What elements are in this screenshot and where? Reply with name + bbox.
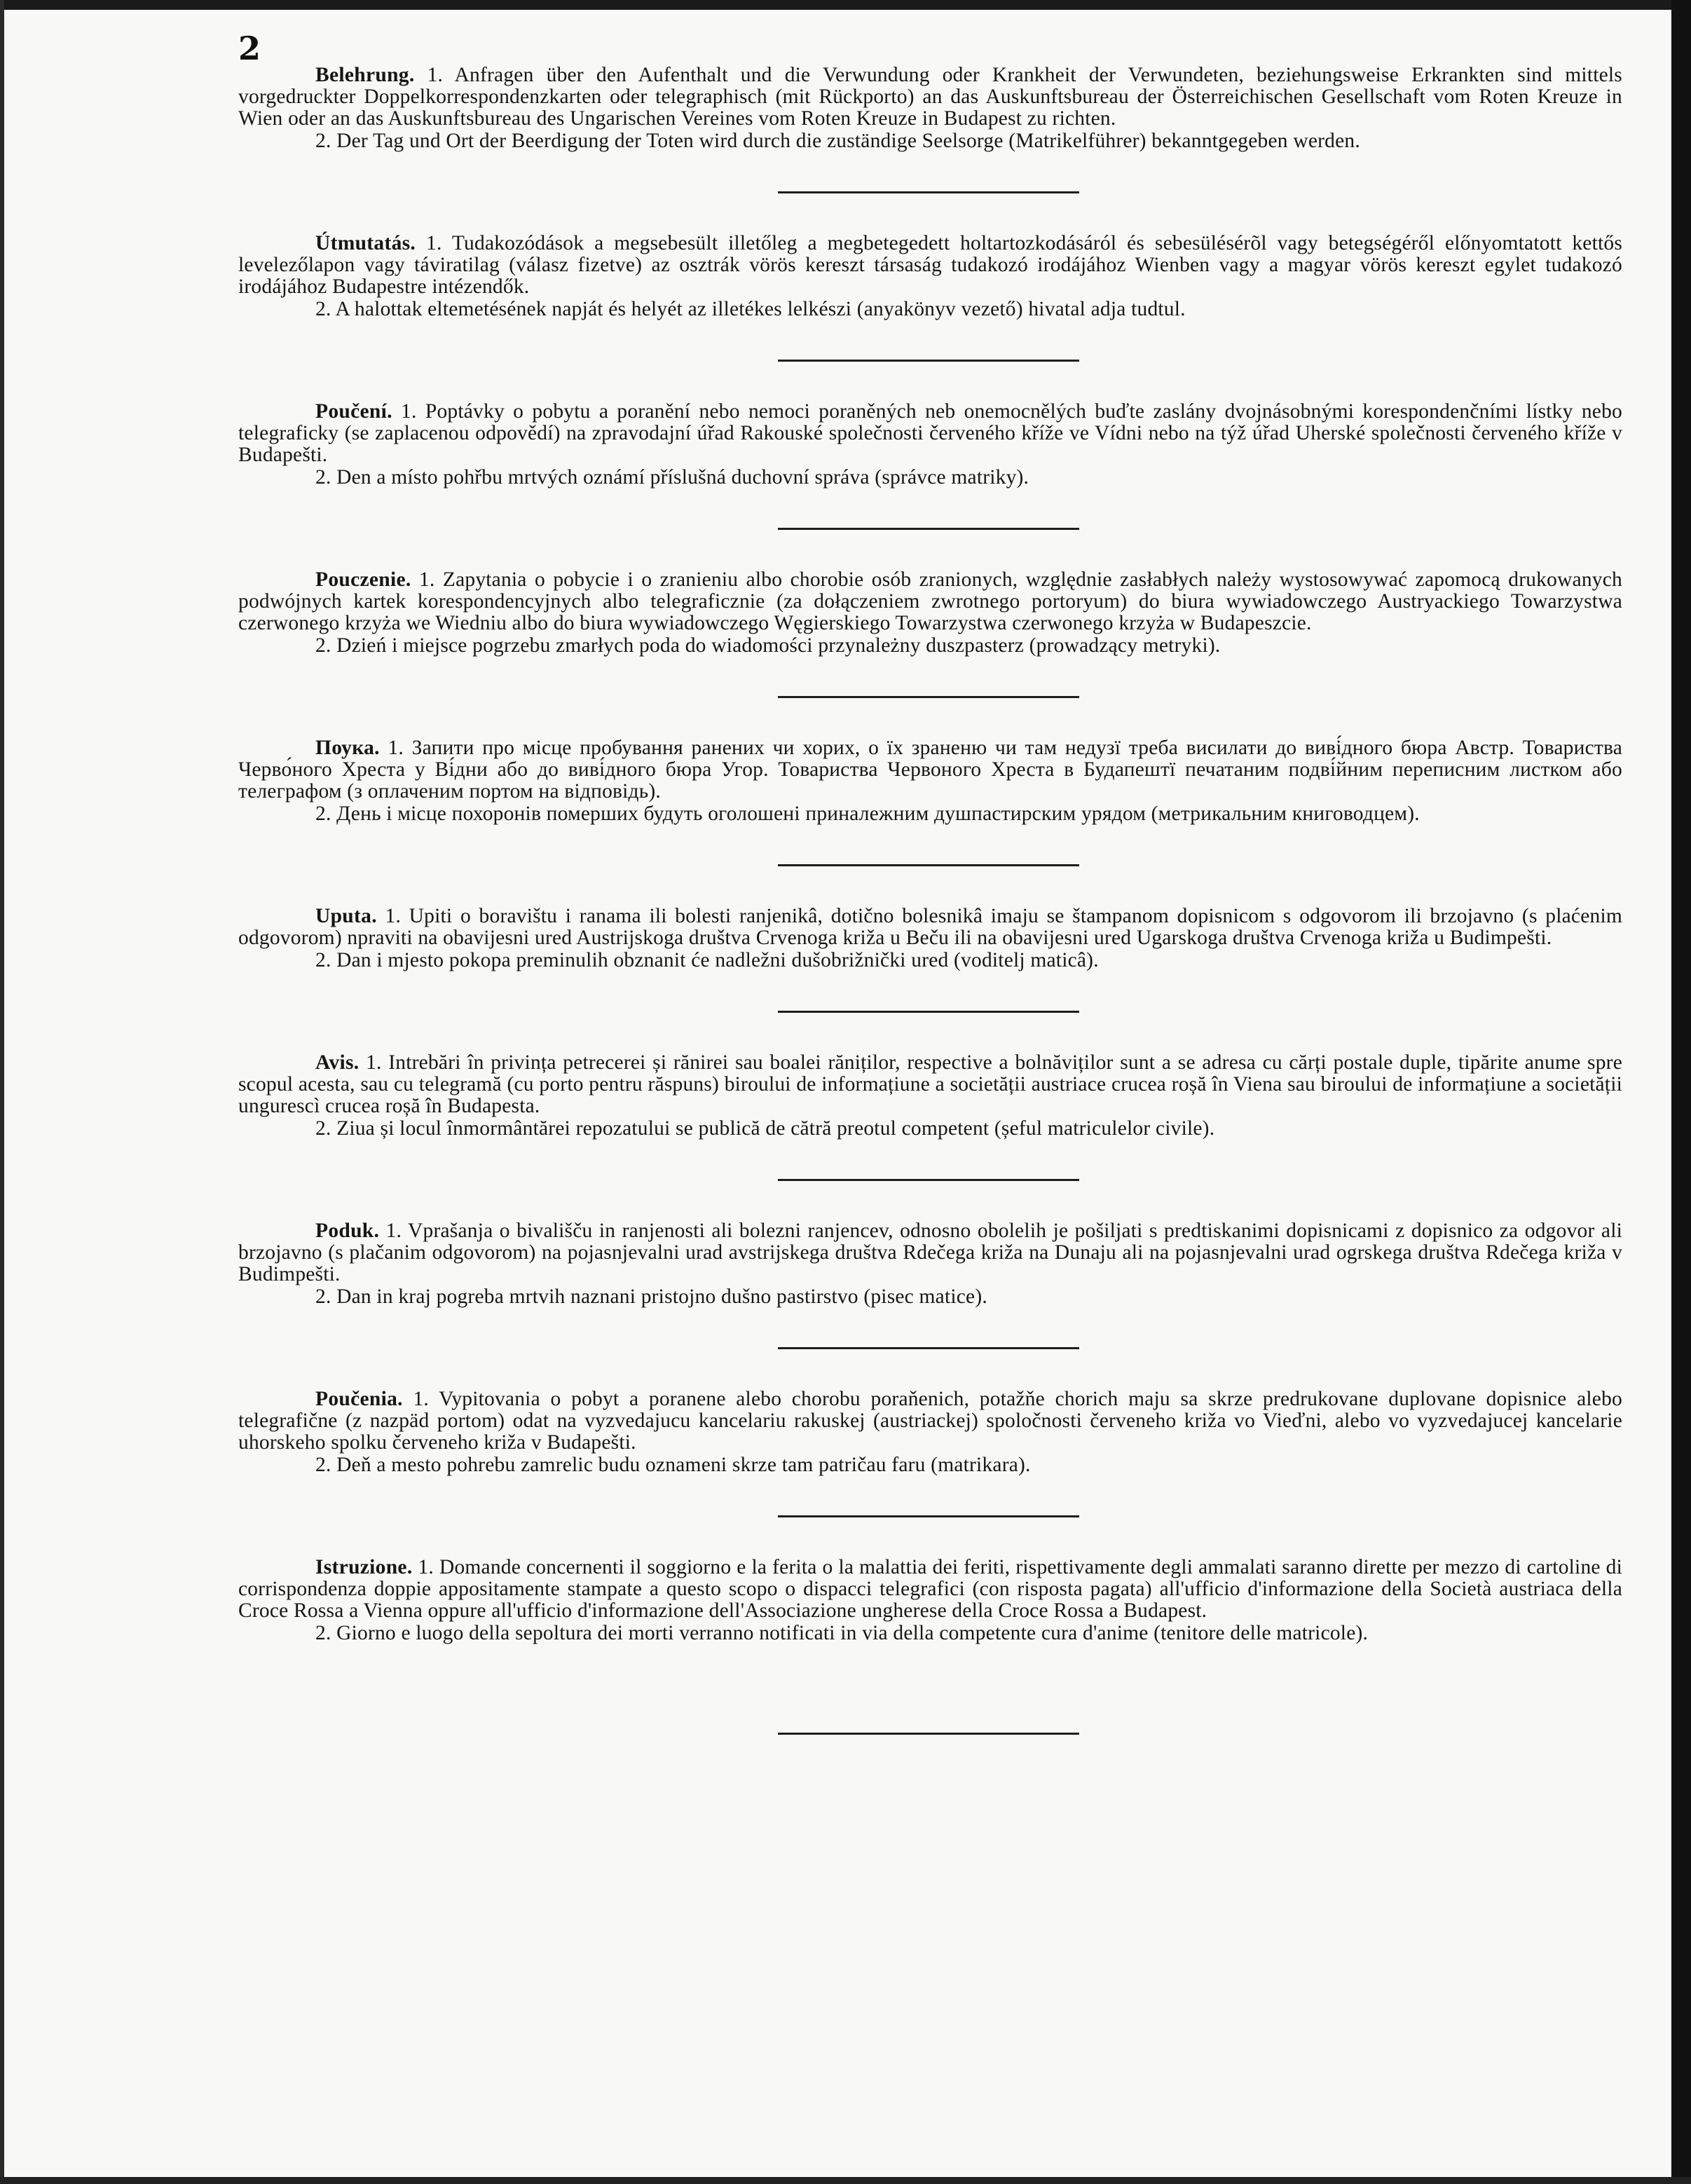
paragraph-2: 2. День і місце похоронів померших будуть оголошені приналежним душпастирским урядом (метрикальним книговодцем). — [315, 803, 1420, 825]
paragraph-text: 1. Запити про місце пробування ранених чи хорих, о їх зраненю чи там недузї треба висилати до виві́дного бюра Австр. Товариства Черво́ного Хреста у Ві́дни або до виві́дного бюра Угор. Товариства Червоного Хреста в Будапештї печатаним подві́йним переписним листком або телеграфом (з оплаченим портом на відповідь). — [238, 737, 1622, 803]
paragraph-2: 2. Ziua și locul înmormântărei repozatului se publică de cătră preotul competent (șeful matriculelor civile). — [315, 1117, 1215, 1140]
section-polish — [238, 569, 1622, 698]
paragraph-text: 1. Upiti o boravištu i ranama ili bolesti ranjenikâ, dotično bolesnikâ imaju se štampanom dopisnicom s odgovorom ili brzojavno (s plaćenim odgovorom) npraviti na obavijesni ured Austrijskoga društva Crvenoga križa u Beču ili na obavijesni ured Ugarskoga društva Crvenoga križa u Budimpešti. — [238, 905, 1622, 949]
section-heading: Poučení. — [315, 400, 392, 423]
section-slovak — [238, 1388, 1622, 1517]
section-romanian — [238, 1052, 1622, 1181]
section-slovenian — [238, 1220, 1622, 1349]
paragraph-text: 1. Zapytania o pobycie i o zranieniu albo chorobie osób zranionych, względnie zasłabłych należy wystosowywać zapomocą drukowanych podwójnych kartek korespondencyjnych albo telegraficznie (za dołączeniem zwrotnego portoryum) do biura wywiadowczego Austryackiego Towarzystwa czerwonego krzyża we Wiedniu albo do biura wywiadowczego Węgierskiego Towarzystwa czerwonego krzyża w Budapeszcie. — [238, 568, 1623, 634]
section-heading: Uputa. — [315, 905, 377, 927]
paragraph-2: 2. Der Tag und Ort der Beerdigung der Toten wird durch die zuständige Seelsorge (Matrikelführer) bekanntgegeben werden. — [315, 130, 1360, 152]
section-heading: Pouczenie. — [315, 568, 411, 591]
scan-edge-right — [1671, 0, 1691, 2184]
scan-edge-top — [0, 0, 1691, 10]
section-divider — [778, 1347, 1079, 1349]
section-divider — [778, 1733, 1079, 1735]
section-divider — [778, 528, 1079, 530]
paragraph-text: 1. Intrebări în privința petrecerei și rănirei sau boalei răniților, respective a bolnăviților sunt a se adresa cu cărți postale duple, tipărite anume spre scopul acesta, sau cu telegramă (cu porto pentru răspuns) biroului de informațiune a societății austriace crucea roșă în Viena sau biroului de informațiune a societății ungurescì crucea roșă în Budapesta. — [238, 1051, 1622, 1117]
section-heading: Poučenia. — [315, 1388, 403, 1410]
section-divider — [778, 360, 1079, 362]
scan-edge-bottom — [0, 2177, 1691, 2184]
section-german — [238, 64, 1622, 193]
paragraph-text: 1. Vypitovania o pobyt a poranene alebo chorobu poraňenich, potažňe chorich maju sa skrze predrukovane duplovane dopisnice alebo telegrafične (z nazpäd portom) odat na vyzvedajucu kancelariu rakuskej (austriackej) spoločnosti červeneho križa vo Vieďni, alebo vo vyzvedajucej kancelarie uhorskeho spolku červeneho križa v Budapešti. — [238, 1388, 1622, 1454]
section-italian — [238, 1557, 1622, 1735]
page-number: 2 — [238, 29, 261, 67]
instructions-body — [238, 64, 1622, 1735]
paragraph-1 — [238, 1220, 1622, 1285]
section-heading: Útmutatás. — [315, 232, 416, 254]
paragraph-2: 2. Dan in kraj pogreba mrtvih naznani pristojno dušno pastirstvo (pisec matice). — [315, 1285, 987, 1308]
section-divider — [778, 191, 1079, 193]
scan-edge-left — [0, 0, 4, 2184]
paragraph-text: 1. Poptávky o pobytu a poranění nebo nemoci poraněných neb onemocnělých buďte zaslány dvojnásobnými korespondenčními lístky nebo telegraficky (se zaplacenou odpovědí) na zpravodajní úřad Rakouské společnosti červeného kříže ve Vídni nebo na týž úřad Uherské společnosti červeného kříže v Budapešti. — [238, 400, 1623, 466]
paragraph-text: 1. Tudakozódások a megsebesült illetőleg a megbetegedett holtartozkodásáról és sebesülésérõl vagy betegségéről előnyomtatott kettős levelezőlapon vagy táviratilag (válasz fizetve) az osztrák vörös kereszt társaság tudakozó irodájához Wienben vagy a magyar vörös kereszt egylet tudakozó irodájához Budapestre intézendők. — [238, 232, 1623, 298]
paragraph-1 — [238, 401, 1622, 466]
paragraph-2: 2. Dan i mjesto pokopa preminulih obznanit će nadležni dušobrižnički ured (voditelj maticâ). — [315, 949, 1099, 971]
paragraph-2: 2. Giorno e luogo della sepoltura dei morti verranno notificati in via della competente cura d'anime (tenitore delle matricole). — [315, 1622, 1369, 1644]
paragraph-1 — [238, 737, 1622, 803]
paragraph-2: 2. Den a místo pohřbu mrtvých oznámí příslušná duchovní správa (správce matriky). — [315, 466, 1029, 489]
section-heading: Istruzione. — [315, 1556, 413, 1578]
section-heading: Поука. — [315, 737, 380, 759]
paragraph-2: 2. A halottak eltemetésének napját és helyét az illetékes lelkészi (anyakönyv vezető) hivatal adja tudtul. — [315, 298, 1186, 320]
section-czech — [238, 401, 1622, 530]
section-heading: Belehrung. — [315, 64, 415, 86]
section-hungarian — [238, 233, 1622, 362]
section-divider — [778, 696, 1079, 698]
paragraph-text: 1. Anfragen über den Aufenthalt und die Verwundung oder Krankheit der Verwundeten, beziehungsweise Erkrankten sind mittels vorgedruckter Doppelkorrespondenzkarten oder telegraphisch (mit Rückporto) an das Auskunftsbureau der Österreichischen Gesellschaft vom Roten Kreuze in Wien oder an das Auskunftsbureau des Ungarischen Vereines vom Roten Kreuze in Budapest zu richten. — [238, 64, 1622, 130]
paragraph-1 — [238, 233, 1622, 298]
section-heading: Poduk. — [315, 1220, 380, 1242]
paragraph-text: 1. Vprašanja o bivališču in ranjenosti ali bolezni ranjencev, odnosno obolelih je pošiljati s predtiskanimi dopisnicami z dopisnico za odgovor ali brzojavno (s plačanim odgovorom) na pojasnjevalni urad avstrijskega društva Rdečega križa na Dunaju ali na pojasnjevalni urad ogrskega društva Rdečega križa v Budimpešti. — [238, 1220, 1622, 1285]
paragraph-text: 1. Domande concernenti il soggiorno e la ferita o la malattia dei feriti, rispettivamente degli ammalati saranno dirette per mezzo di cartoline di corrispondenza doppie appositamente stampate a questo scopo o dispacci telegrafici (con risposta pagata) all'ufficio d'informazione della Società austriaca della Croce Rossa a Vienna oppure all'ufficio d'informazione dell'Associazione ungherese della Croce Rossa a Budapest. — [238, 1556, 1622, 1622]
section-divider — [778, 1011, 1079, 1013]
section-ruthenian — [238, 737, 1622, 866]
paragraph-2: 2. Deň a mesto pohrebu zamrelic budu oznameni skrze tam patričau faru (matrikara). — [315, 1454, 1031, 1476]
paragraph-1 — [238, 1052, 1622, 1117]
paragraph-1 — [238, 1557, 1622, 1622]
paragraph-1 — [238, 64, 1622, 130]
paragraph-1 — [238, 1388, 1622, 1454]
section-divider — [778, 864, 1079, 866]
section-divider — [778, 1179, 1079, 1181]
paragraph-1 — [238, 906, 1622, 949]
paragraph-1 — [238, 569, 1622, 634]
section-divider — [778, 1515, 1079, 1517]
section-croatian — [238, 906, 1622, 1013]
section-heading: Avis. — [315, 1051, 360, 1074]
paragraph-2: 2. Dzień i miejsce pogrzebu zmarłych poda do wiadomości przynależny duszpasterz (prowadzący metryki). — [315, 634, 1221, 657]
